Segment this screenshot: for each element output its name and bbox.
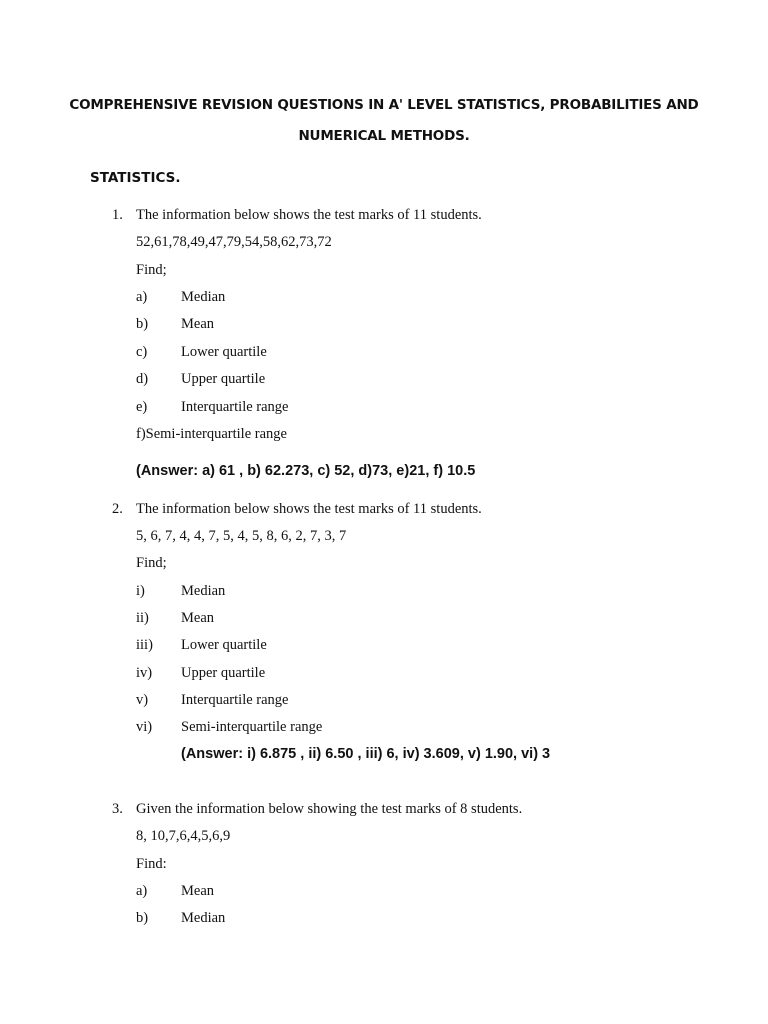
q1-item-label: a): [136, 289, 148, 305]
q2-item-text: Interquartile range: [181, 692, 289, 708]
q2-item-text: Mean: [181, 610, 215, 626]
q2-item-label: v): [136, 692, 149, 708]
q1-item-label: b): [136, 316, 149, 332]
q1-item-text: Upper quartile: [181, 371, 266, 387]
q1-item-text: Mean: [181, 316, 215, 332]
q1-item-text: Median: [181, 289, 226, 305]
question-3-data: 8, 10,7,6,4,5,6,9: [136, 828, 231, 844]
question-1-find: Find;: [136, 262, 167, 278]
q2-item-text: Lower quartile: [181, 637, 267, 653]
question-2-prompt: The information below shows the test marks of 11 students.: [136, 501, 482, 517]
question-1-data: 52,61,78,49,47,79,54,58,62,73,72: [136, 234, 332, 250]
section-heading: STATISTICS.: [90, 170, 181, 186]
q1-item-text: Lower quartile: [181, 344, 267, 360]
q2-item-label: iv): [136, 665, 153, 681]
q1-item-f: f)Semi-interquartile range: [136, 426, 287, 442]
question-3-find: Find:: [136, 856, 167, 872]
q1-item-text: Interquartile range: [181, 399, 289, 415]
q3-item-text: Median: [181, 910, 226, 926]
q2-item-text: Semi-interquartile range: [181, 719, 323, 735]
q1-item-label: d): [136, 371, 149, 387]
q3-item-label: b): [136, 910, 149, 926]
question-1-answer: (Answer: a) 61 , b) 62.273, c) 52, d)73, e)21, f) 10.5: [136, 463, 476, 479]
question-2-find: Find;: [136, 555, 167, 571]
q3-item-text: Mean: [181, 883, 215, 899]
q2-item-label: ii): [136, 610, 149, 626]
question-1-number: 1.: [112, 207, 123, 223]
q3-item-label: a): [136, 883, 148, 899]
question-1-prompt: The information below shows the test marks of 11 students.: [136, 207, 482, 223]
q1-item-label: e): [136, 399, 148, 415]
q2-item-text: Median: [181, 583, 226, 599]
q2-item-label: i): [136, 583, 145, 599]
q1-item-label: c): [136, 344, 148, 360]
q2-item-text: Upper quartile: [181, 665, 266, 681]
question-2-number: 2.: [112, 501, 123, 517]
question-3-number: 3.: [112, 801, 123, 817]
q2-item-label: vi): [136, 719, 153, 735]
question-2-answer: (Answer: i) 6.875 , ii) 6.50 , iii) 6, iv) 3.609, v) 1.90, vi) 3: [181, 746, 551, 762]
question-3-prompt: Given the information below showing the test marks of 8 students.: [136, 801, 523, 817]
document-title-line-1: COMPREHENSIVE REVISION QUESTIONS IN A' LEVEL STATISTICS, PROBABILITIES AND: [69, 97, 699, 113]
q2-item-label: iii): [136, 637, 153, 653]
question-2-data: 5, 6, 7, 4, 4, 7, 5, 4, 5, 8, 6, 2, 7, 3, 7: [136, 528, 347, 544]
document-title-line-2: NUMERICAL METHODS.: [298, 128, 470, 144]
